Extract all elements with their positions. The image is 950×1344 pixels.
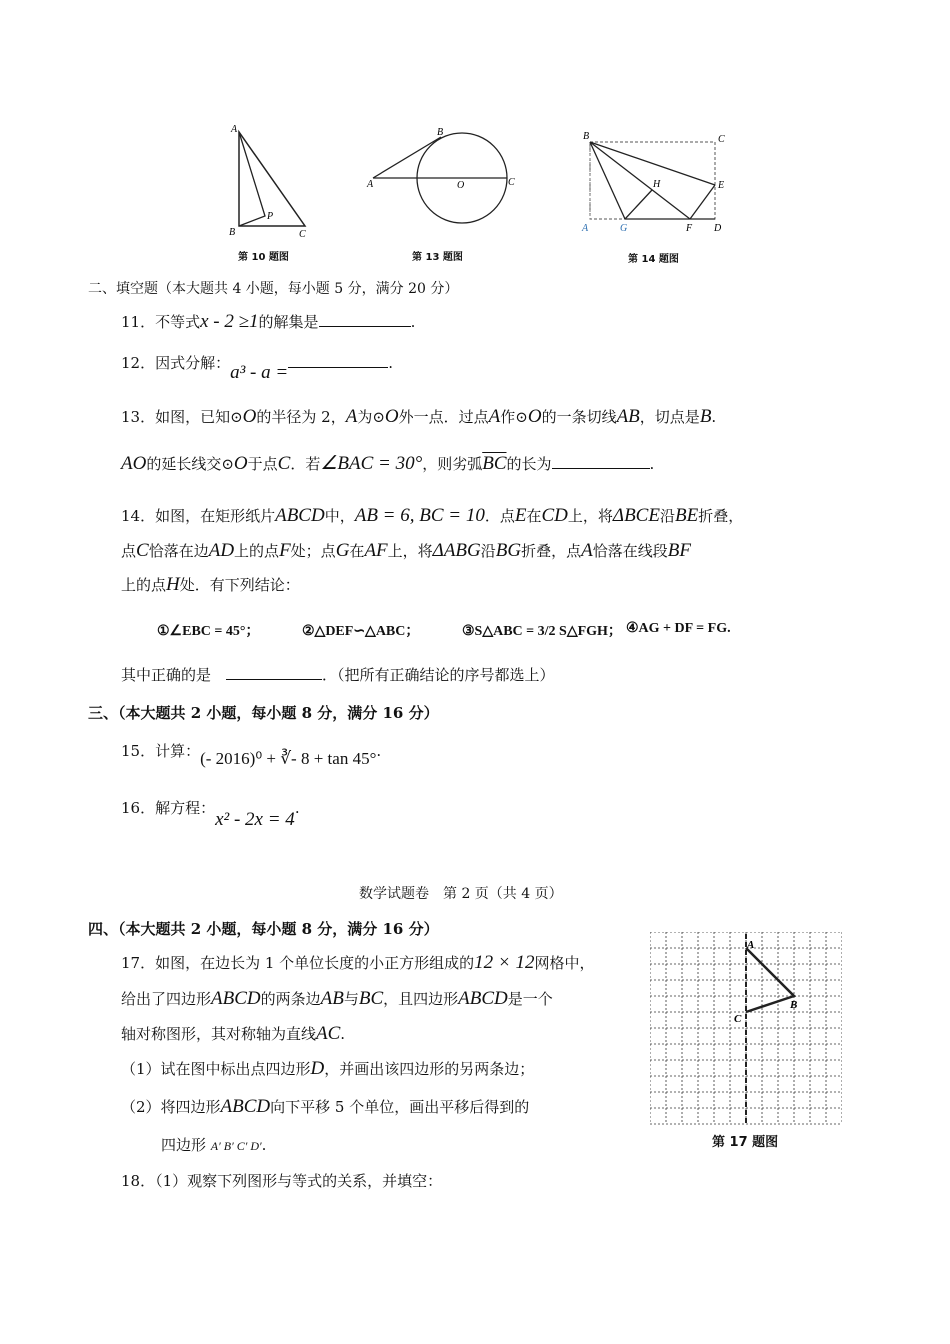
fig17-label-a: A bbox=[747, 939, 755, 951]
fig14-label-a: A bbox=[582, 223, 589, 234]
fig14-label-e: E bbox=[718, 180, 725, 191]
q17-m: 12 × 12 bbox=[474, 952, 535, 973]
q17-m: AC bbox=[316, 1023, 341, 1044]
q14-t: 在 bbox=[349, 542, 365, 560]
q14-t: 折叠，点 bbox=[521, 542, 582, 560]
q12-answer-blank[interactable] bbox=[288, 353, 388, 368]
fig10-caption: 第 10 题图 bbox=[238, 252, 289, 263]
fig14-label-g: G bbox=[620, 223, 628, 234]
q17-m: ABCD bbox=[458, 988, 508, 1009]
q14-m: BE bbox=[674, 505, 699, 526]
fig10-label-a: A bbox=[231, 124, 238, 135]
q14-m: C bbox=[136, 540, 149, 561]
q14-m: AD bbox=[208, 540, 235, 561]
fig14-bf bbox=[590, 142, 690, 219]
fig14-bg bbox=[590, 142, 625, 219]
q13-t: 的延长线交⊙ bbox=[146, 455, 234, 473]
q14-t: 中， bbox=[324, 507, 355, 525]
q14-option-1: ①∠EBC = 45°； bbox=[157, 624, 260, 639]
q13-t: 外一点．过点 bbox=[398, 408, 489, 426]
q13-t: 的半径为 2， bbox=[256, 408, 346, 426]
q13-m: O bbox=[527, 406, 542, 427]
q14-m: G bbox=[335, 540, 350, 561]
q13-t: . bbox=[649, 455, 655, 473]
q12-num: 12．因式分解： bbox=[121, 354, 231, 372]
q14-answer-blank[interactable] bbox=[226, 665, 322, 680]
q14-m: CD bbox=[541, 505, 568, 526]
q17-t: 是一个 bbox=[507, 990, 553, 1008]
q13-t: 的长为 bbox=[506, 455, 552, 473]
q17-t: ，且四边形 bbox=[383, 990, 459, 1008]
q14-t: 沿 bbox=[659, 507, 675, 525]
q14-m: BF bbox=[667, 540, 691, 561]
q17-m: ABCD bbox=[220, 1096, 271, 1117]
page-footer: 数学试题卷 第 2 页（共 4 页） bbox=[359, 886, 563, 902]
q14-t: 处．有下列结论： bbox=[179, 576, 300, 594]
q14-answer-note: ．（把所有正确结论的序号都选上） bbox=[322, 666, 555, 684]
q13-t: 的一条切线 bbox=[541, 408, 617, 426]
question-17-line2 bbox=[121, 988, 553, 1010]
fig13-label-o: O bbox=[457, 180, 465, 191]
q13-t: 为⊙ bbox=[357, 408, 385, 426]
q14-m: ABCD bbox=[275, 505, 325, 526]
q13-m: A bbox=[345, 406, 358, 427]
q11-answer-blank[interactable] bbox=[319, 312, 411, 327]
q12-end: . bbox=[388, 354, 393, 372]
fig13-label-a: A bbox=[367, 179, 374, 190]
q13-t: ，则劣弧 bbox=[422, 455, 483, 473]
fig10-label-b: B bbox=[229, 227, 236, 238]
q14-m: F bbox=[279, 540, 291, 561]
fig14-gh bbox=[625, 190, 652, 219]
q12-math: a³ - a = bbox=[230, 362, 289, 383]
q14-t: ．点 bbox=[484, 507, 515, 525]
q14-t: 14．如图，在矩形纸片 bbox=[121, 507, 276, 525]
question-13-line1 bbox=[121, 406, 716, 428]
fig17-label-c: C bbox=[734, 1013, 742, 1025]
q17-t: （1）试在图中标出点四边形 bbox=[121, 1060, 311, 1078]
q14-answer-prefix: 其中正确的是 bbox=[121, 666, 212, 684]
q14-option-2: ②△DEF∽△ABC； bbox=[302, 624, 420, 639]
q13-m: AO bbox=[121, 453, 147, 474]
q13-t: 于点 bbox=[247, 455, 278, 473]
q14-m: AF bbox=[364, 540, 388, 561]
q15-end: . bbox=[376, 742, 382, 760]
q17-sub2 bbox=[121, 1096, 529, 1118]
q14-t: 折叠， bbox=[698, 507, 744, 525]
q13-t: ，切点是 bbox=[639, 408, 700, 426]
q13-m: O bbox=[233, 453, 248, 474]
fig14-fe bbox=[690, 185, 715, 219]
q17-t: ，并画出该四边形的另两条边； bbox=[324, 1060, 535, 1078]
q14-t: 沿 bbox=[480, 542, 496, 560]
q17-t: 向下平移 5 个单位，画出平移后得到的 bbox=[270, 1098, 530, 1116]
q13-t: 作⊙ bbox=[500, 408, 528, 426]
q14-option-3: ③S△ABC = 3/2 S△FGH； bbox=[462, 624, 622, 639]
q13-m: O bbox=[384, 406, 399, 427]
q14-answer-line bbox=[121, 664, 555, 685]
section3-title: 三、（本大题共 2 小题，每小题 8 分，满分 16 分） bbox=[88, 704, 439, 722]
q17-sub1 bbox=[121, 1058, 534, 1080]
q11-after: 的解集是 bbox=[258, 313, 319, 331]
q13-answer-blank[interactable] bbox=[552, 454, 650, 469]
fig14-label-c: C bbox=[718, 134, 725, 145]
q14-t: 恰落在边 bbox=[148, 542, 209, 560]
section4-title: 四、（本大题共 2 小题，每小题 8 分，满分 16 分） bbox=[88, 920, 439, 938]
q13-t: . bbox=[711, 408, 717, 426]
q17-t: 与 bbox=[343, 990, 359, 1008]
figure-10 bbox=[225, 122, 315, 242]
question-17-line3 bbox=[121, 1023, 345, 1045]
fig10-label-p: P bbox=[267, 211, 274, 222]
question-11 bbox=[121, 311, 415, 333]
question-14-line3 bbox=[121, 574, 300, 596]
q14-t: 恰落在线段 bbox=[592, 542, 668, 560]
fig14-label-d: D bbox=[714, 223, 722, 234]
q14-t: 上的点 bbox=[234, 542, 280, 560]
q17-m: D bbox=[310, 1058, 325, 1079]
q14-t: 上，将 bbox=[387, 542, 433, 560]
q14-m: AB = 6, BC = 10 bbox=[354, 505, 485, 526]
q17-sub3 bbox=[161, 1134, 266, 1155]
q17-t: 四边形 bbox=[161, 1136, 207, 1154]
fig10-label-c: C bbox=[299, 229, 306, 240]
q14-m: ΔBCE bbox=[612, 505, 660, 526]
fig17-label-b: B bbox=[790, 999, 798, 1011]
question-12 bbox=[121, 352, 393, 383]
q17-t: 网格中， bbox=[534, 954, 595, 972]
q16-end: . bbox=[294, 799, 300, 817]
fig10-p-lines bbox=[239, 132, 265, 226]
question-18: 18．（1）观察下列图形与等式的关系，并填空： bbox=[121, 1172, 443, 1190]
q13-arc: $\overline{BC}$ bbox=[482, 453, 507, 474]
fig14-label-h: H bbox=[653, 179, 661, 190]
q11-math: x - 2 ≥1 bbox=[200, 311, 259, 332]
fig14-label-f: F bbox=[686, 223, 693, 234]
q17-t: . bbox=[261, 1136, 267, 1154]
section2-title: 二、填空题（本大题共 4 小题，每小题 5 分，满分 20 分） bbox=[88, 281, 459, 297]
q17-m: BC bbox=[358, 988, 384, 1009]
q11-end: . bbox=[410, 313, 416, 331]
q13-m: A bbox=[488, 406, 501, 427]
q13-m: C bbox=[277, 453, 291, 474]
q17-t: 轴对称图形，其对称轴为直线 bbox=[121, 1025, 317, 1043]
q14-m: BG bbox=[495, 540, 522, 561]
q17-m: ABCD bbox=[211, 988, 261, 1009]
q14-m: H bbox=[166, 574, 180, 595]
q17-m: AB bbox=[320, 988, 344, 1009]
q17-t: （2）将四边形 bbox=[121, 1098, 221, 1116]
question-14-line1 bbox=[121, 505, 743, 527]
q16-math: x² - 2x = 4 bbox=[215, 809, 295, 830]
question-15 bbox=[121, 740, 382, 768]
question-17-line1 bbox=[121, 952, 595, 974]
q17-t: 的两条边 bbox=[260, 990, 321, 1008]
q11-num: 11．不等式 bbox=[121, 313, 201, 331]
q13-m: AB bbox=[616, 406, 640, 427]
fig13-label-c: C bbox=[508, 177, 515, 188]
question-13-line2 bbox=[121, 452, 654, 475]
fig14-label-b: B bbox=[583, 131, 590, 142]
figure-13 bbox=[363, 125, 528, 230]
q13-t: 13．如图，已知⊙ bbox=[121, 408, 243, 426]
q14-t: 点 bbox=[121, 542, 137, 560]
q17-m: A′ B′ C′ D′ bbox=[210, 1139, 262, 1153]
q13-m: B bbox=[699, 406, 712, 427]
figure-17-grid bbox=[650, 932, 842, 1126]
q14-m: A bbox=[581, 540, 593, 561]
q13-t: ．若 bbox=[290, 455, 321, 473]
q13-m: O bbox=[242, 406, 257, 427]
question-14-line2 bbox=[121, 540, 691, 562]
fig13-tangent bbox=[373, 137, 441, 178]
fig13-caption: 第 13 题图 bbox=[412, 252, 463, 263]
q14-t: 上，将 bbox=[567, 507, 613, 525]
q14-m: ΔABG bbox=[432, 540, 481, 561]
fig17-caption: 第 17 题图 bbox=[712, 1135, 779, 1150]
q17-t: . bbox=[340, 1025, 346, 1043]
q17-t: 给出了四边形 bbox=[121, 990, 212, 1008]
q15-math: (- 2016)⁰ + ∛- 8 + tan 45° bbox=[200, 749, 377, 768]
figure-14 bbox=[580, 128, 730, 236]
fig14-caption: 第 14 题图 bbox=[628, 254, 679, 265]
q14-option-4: ④AG + DF = FG. bbox=[626, 621, 731, 636]
q14-t: 在 bbox=[526, 507, 542, 525]
q14-t: 处；点 bbox=[290, 542, 336, 560]
q14-t: 上的点 bbox=[121, 576, 167, 594]
q15-num: 15．计算： bbox=[121, 742, 201, 760]
q17-t: 17．如图，在边长为 1 个单位长度的小正方形组成的 bbox=[121, 954, 475, 972]
q13-m: ∠BAC = 30° bbox=[320, 453, 423, 474]
q16-num: 16．解方程： bbox=[121, 799, 216, 817]
question-16 bbox=[121, 797, 300, 830]
q14-m: E bbox=[514, 505, 527, 526]
fig13-label-b: B bbox=[437, 127, 444, 138]
